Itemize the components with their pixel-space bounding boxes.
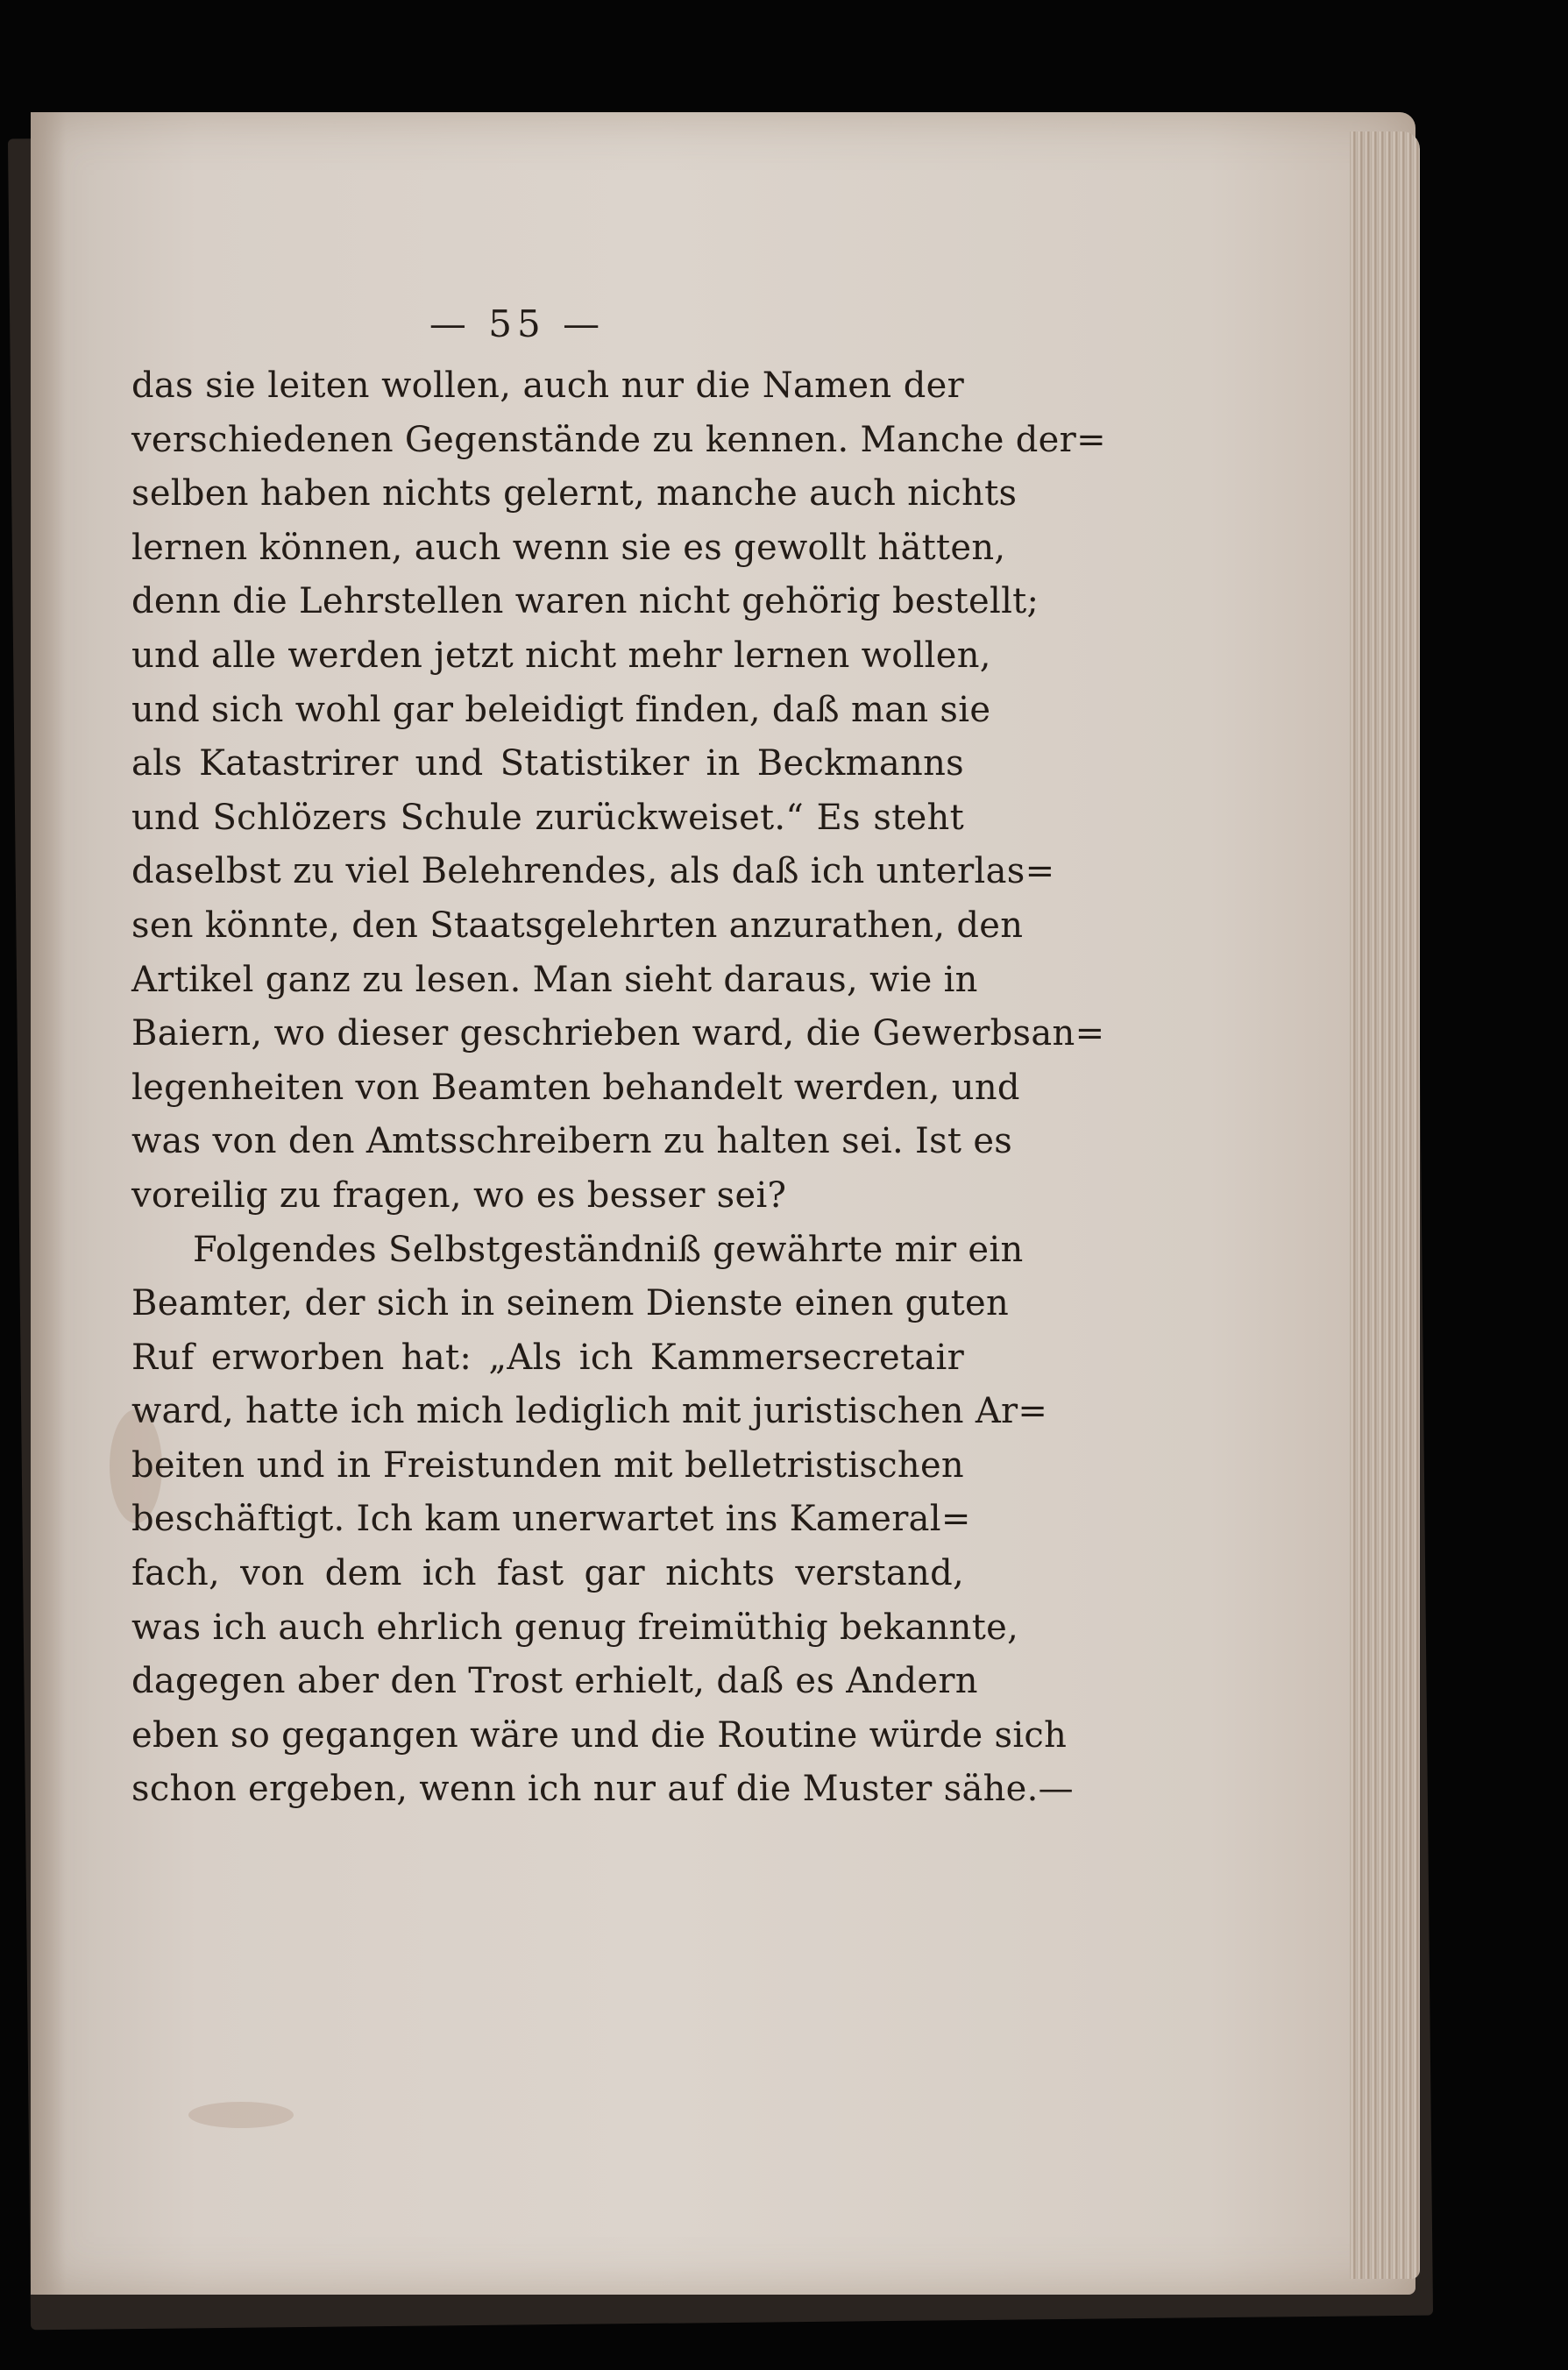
text-line: Beamter, der sich in seinem Dienste einen guten xyxy=(131,1283,1010,1324)
text-line: schon ergeben, wenn ich nur auf die Muster sähe.— xyxy=(131,1769,1074,1810)
text-line: ward, hatte ich mich lediglich mit juristischen Ar= xyxy=(131,1391,1048,1432)
text-line: und Schlözers Schule zurückweiset.“ Es steht xyxy=(131,797,964,838)
text-line: lernen können, auch wenn sie es gewollt hätten, xyxy=(131,527,1006,568)
text-line: selben haben nichts gelernt, manche auch nichts xyxy=(131,473,1018,514)
text-line: daselbst zu viel Belehrendes, als daß ich unterlas= xyxy=(131,851,1055,892)
text-line: fach, von dem ich fast gar nichts verstand, xyxy=(131,1553,964,1594)
page-text-block xyxy=(131,289,1106,1817)
text-line: legenheiten von Beamten behandelt werden, und xyxy=(131,1067,1020,1108)
text-line: beiten und in Freistunden mit belletristischen xyxy=(131,1444,964,1486)
text-line: Artikel ganz zu lesen. Man sieht daraus, wie in xyxy=(131,959,978,1000)
text-line: eben so gegangen wäre und die Routine würde sich xyxy=(131,1714,1068,1756)
page-fore-edge xyxy=(1350,131,1420,2279)
page-stain xyxy=(188,2102,294,2128)
text-line: und sich wohl gar beleidigt finden, daß man sie xyxy=(131,689,991,730)
text-line: verschiedenen Gegenstände zu kennen. Manche der= xyxy=(131,419,1106,460)
text-line: was ich auch ehrlich genug freimüthig bekannte, xyxy=(131,1607,1019,1648)
text-line: das sie leiten wollen, auch nur die Namen der xyxy=(131,365,964,406)
text-line: als Katastrirer und Statistiker in Beckmanns xyxy=(131,743,964,784)
text-line: denn die Lehrstellen waren nicht gehörig bestellt; xyxy=(131,581,1039,622)
text-line: sen könnte, den Staatsgelehrten anzurathen, den xyxy=(131,905,1024,946)
text-line: dagegen aber den Trost erhielt, daß es Andern xyxy=(131,1661,978,1702)
text-line: Folgendes Selbstgeständniß gewährte mir ein xyxy=(193,1229,1024,1270)
text-line: was von den Amtsschreibern zu halten sei. Ist es xyxy=(131,1121,1013,1162)
text-line: voreilig zu fragen, wo es besser sei? xyxy=(131,1174,787,1216)
text-line: und alle werden jetzt nicht mehr lernen wollen, xyxy=(131,635,991,676)
text-line: Ruf erworben hat: „Als ich Kammersecretair xyxy=(131,1337,964,1378)
page-number-header: — 55 — xyxy=(429,302,606,345)
text-line: Baiern, wo dieser geschrieben ward, die Gewerbsan= xyxy=(131,1013,1105,1054)
text-line: beschäftigt. Ich kam unerwartet ins Kameral= xyxy=(131,1499,971,1540)
